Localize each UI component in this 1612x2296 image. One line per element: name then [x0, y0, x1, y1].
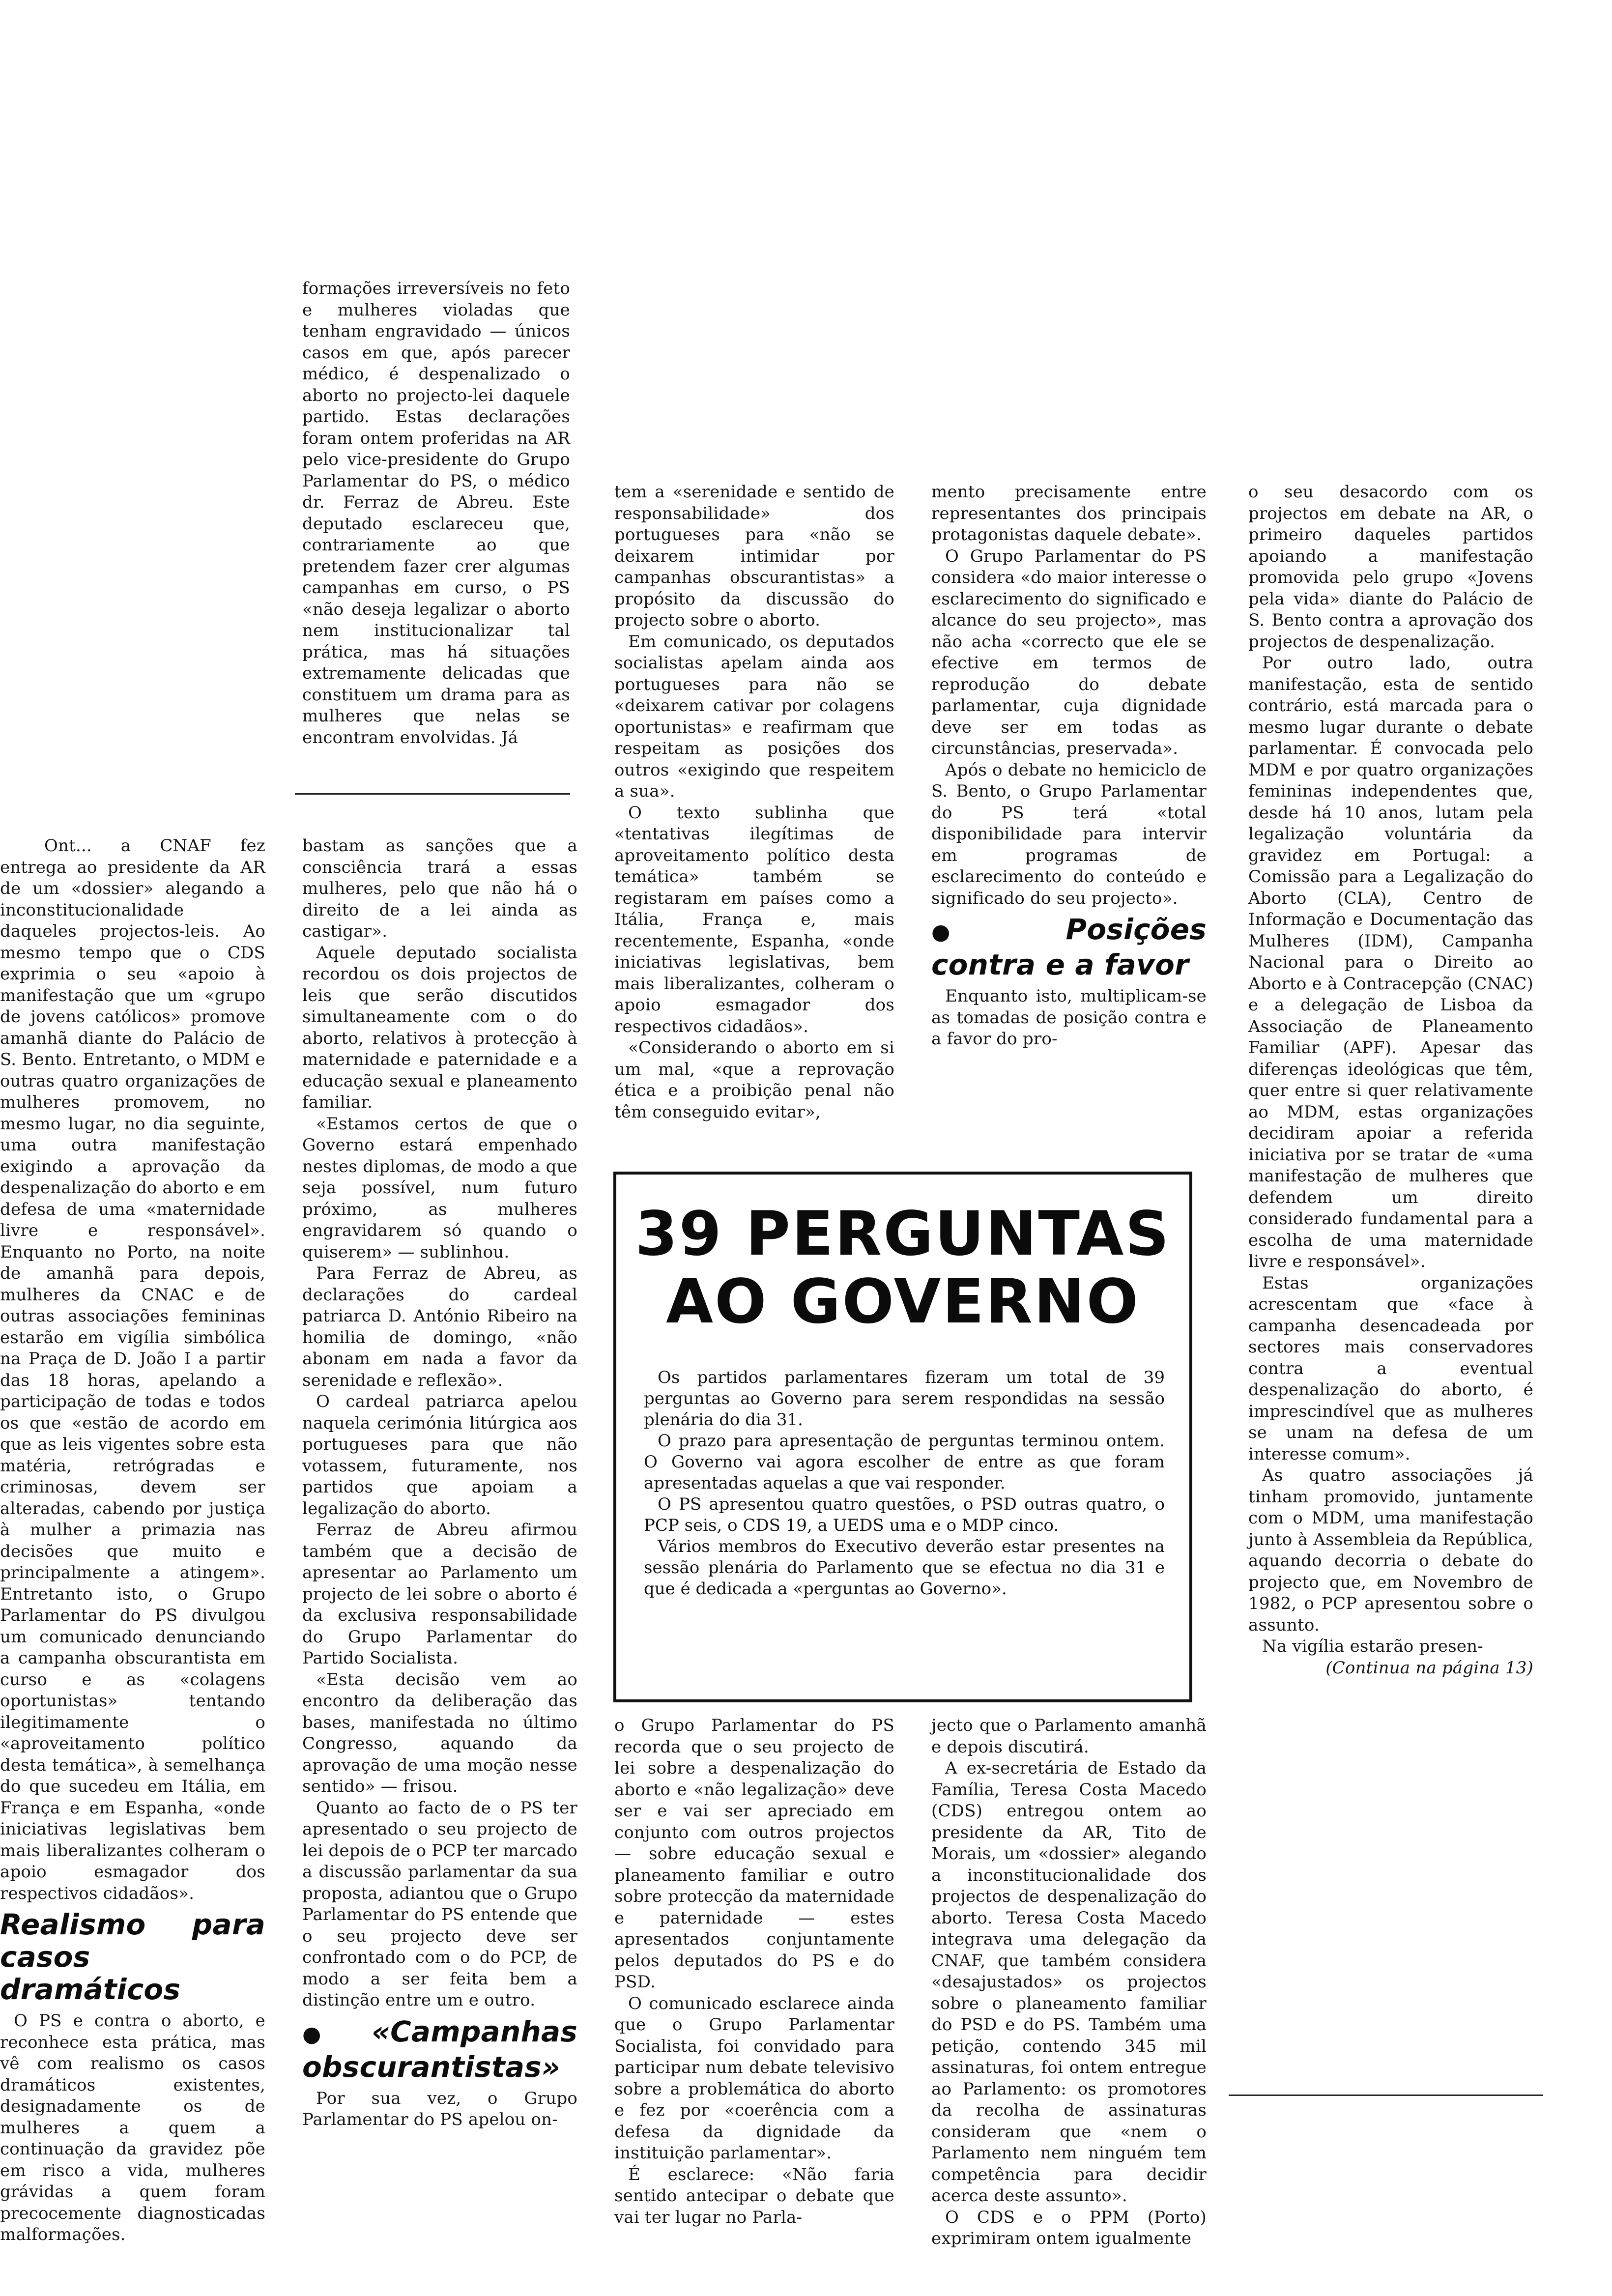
paragraph: mento precisamente entre representantes dos principais protagonistas daquele debate».: [931, 482, 1207, 545]
paragraph: bastam as sanções que a consciência trará a essas mulheres, pelo que não há o direito de a lei ainda as castigar».: [302, 836, 577, 941]
column-4-top: [931, 482, 1207, 1170]
bullet-icon: ●: [931, 919, 1061, 945]
paragraph: Aquele deputado socialista recordou os dois projectos de leis que serão discutidos simultaneamente com o do aborto, relativos à protecção à maternidade e paternidade e a educação sexual e planeamento familiar.: [302, 943, 577, 1112]
paragraph: o seu desacordo com os projectos em debate na AR, o primeiro daqueles partidos apoiando a manifestação promovida pelo grupo «Jovens pela vida» diante do Palácio de S. Bento contra a aprovação dos projectos de despenalização.: [1248, 482, 1533, 652]
paragraph: jecto que o Parlamento amanhã e depois discutirá.: [931, 1716, 1207, 1757]
subheading-text: «Campanhas obscurantistas»: [302, 2014, 577, 2084]
subheading-realismo: Realismo para casos dramáticos: [0, 1908, 265, 2006]
continuation-note: (Continua na página 13): [1325, 1658, 1533, 1678]
paragraph: Após o debate no hemiciclo de S. Bento, o Grupo Parlamentar do PS terá «total disponibilidade para intervir em programas de esclarecimento do conteúdo e significado do seu projecto».: [931, 760, 1207, 908]
subheading-posicoes: [931, 913, 1207, 981]
paragraph: O comunicado esclarece ainda que o Grupo Parlamentar Socialista, foi convidado para participar num debate televisivo sobre a problemática do aborto e fez por «coerência com a defesa da dignidade da instituição parlamentar».: [614, 1993, 894, 2163]
paragraph: Ont... a CNAF fez entrega ao presidente da AR de um «dossier» alegando a inconstitucionalidade daqueles projectos-leis. Ao mesmo tempo que o CDS exprimia o seu «apoio à manifestação que um «grupo de jovens católicos» promove amanhã diante do Palácio de S. Bento. Entretanto, o MDM e outras quatro organizações de mulheres promovem, no mesmo lugar, no dia seguinte, uma outra manifestação exigindo a aprovação da despenalização do aborto e em defesa de uma «maternidade livre e responsável». Enquanto no Porto, na noite de amanhã para depois, mulheres da CNAC e de outras associações femininas estarão em vigília simbólica na Praça de D. João I a partir das 18 horas, apelando a participação de todas e todos os que «estão de acordo em que as leis vigentes sobre esta matéria, retrógradas e criminosas, devem ser alteradas, cabendo por justiça à mulher a primazia nas decisões que muito e principalmente a atingem». Entretanto isto, o Grupo Parlamentar do PS divulgou um comunicado denunciando a campanha obscurantista em curso e as «colagens oportunistas» tentando ilegitimamente o «aproveitamento político desta temática», à semelhança do que sucedeu em Itália, em França e em Espanha, «onde iniciativas legislativas bem mais liberalizantes colheram o apoio esmagador dos respectivos cidadãos».: [0, 836, 265, 1903]
column-top-center: [302, 278, 570, 789]
paragraph: As quatro associações já tinham promovido, juntamente com o MDM, uma manifestação junto à Assembleia da República, aquando decorria o debate do projecto que, em Novembro de 1982, o PCP apresentou sobre o assunto.: [1248, 1465, 1533, 1635]
paragraph: O Grupo Parlamentar do PS considera «do maior interesse o esclarecimento do significado e alcance do seu projecto», mas não acha «correcto que ele se efective em termos de reprodução do debate parlamentar, cuja dignidade deve ser em todas as circunstâncias, preservada».: [931, 546, 1207, 758]
paragraph: O CDS e o PPM (Porto) exprimiram ontem igualmente: [931, 2207, 1207, 2248]
paragraph: tem a «serenidade e sentido de responsabilidade» dos portugueses para «não se deixarem intimidar por campanhas obscurantistas» a propósito da discussão do projecto sobre o aborto.: [614, 482, 894, 630]
paragraph: Ferraz de Abreu afirmou também que a decisão de apresentar ao Parlamento um projecto de lei sobre o aborto é da exclusiva responsabilidade do Grupo Parlamentar do Partido Socialista.: [302, 1520, 577, 1668]
column-rule: [1229, 2095, 1543, 2096]
column-4-bottom: [931, 1715, 1207, 2296]
subheading-campanhas: [302, 2015, 577, 2083]
boxed-article: [613, 1172, 1192, 1702]
headline: [616, 1200, 1189, 1336]
paragraph: Por sua vez, o Grupo Parlamentar do PS apelou on-: [302, 2088, 577, 2129]
paragraph: formações irreversíveis no feto e mulheres violadas que tenham engravidado — únicos casos em que, após parecer médico, é despenalizado o aborto no projecto-lei daquele partido. Estas declarações foram ontem proferidas na AR pelo vice-presidente do Grupo Parlamentar do PS, o médico dr. Ferraz de Abreu. Este deputado esclareceu que, contrariamente ao que pretendem fazer crer algumas campanhas em curso, o PS «não deseja legalizar o aborto nem institucionalizar tal prática, mas há situações extremamente delicadas que constituem um drama para as mulheres que nelas se encontram envolvidas. Já: [302, 279, 570, 747]
paragraph: O cardeal patriarca apelou naquela cerimónia litúrgica aos portugueses para que não votassem, futuramente, nos partidos que apoiam a legalização do aborto.: [302, 1392, 577, 1519]
column-left-edge: [0, 835, 265, 2244]
column-5: [1248, 482, 1533, 2103]
paragraph: Para Ferraz de Abreu, as declarações do cardeal patriarca D. António Ribeiro na homilia de domingo, «não abonam em nada a favor da serenidade e reflexão».: [302, 1263, 577, 1390]
paragraph: «Estamos certos de que o Governo estará empenhado nestes diplomas, de modo a que seja possível, num futuro próximo, as mulheres engravidarem só quando o quiserem» — sublinhou.: [302, 1114, 577, 1262]
bullet-icon: ●: [302, 2021, 367, 2047]
paragraph: O prazo para apresentação de perguntas terminou ontem. O Governo vai agora escolher de entre as que foram apresentadas aquelas a que vai responder.: [644, 1431, 1165, 1493]
paragraph: Por outro lado, outra manifestação, esta de sentido contrário, está marcada para o mesmo lugar durante o debate parlamentar. É convocada pelo MDM e por quatro organizações femininas independentes que, desde há 10 anos, lutam pela legalização voluntária da gravidez em Portugal: a Comissão para a Legalização do Aborto (CLA), Centro de Informação e Documentação das Mulheres (IDM), Campanha Nacional para o Direito ao Aborto e à Contracepção (CNAC) e a delegação de Lisboa da Associação de Planeamento Familiar (APF). Apesar das diferenças ideológicas que têm, quer entre si quer relativamente ao MDM, estas organizações decidiram apoiar a referida iniciativa por se tratar de «uma manifestação de mulheres que defendem um direito considerado fundamental para a escolha de uma maternidade livre e responsável».: [1248, 653, 1533, 1271]
paragraph: O texto sublinha que «tentativas ilegítimas de aproveitamento político desta temática» também se registaram em países como a Itália, França e, mais recentemente, Espanha, «onde iniciativas legislativas, bem mais liberalizantes, colheram o apoio esmagador dos respectivos cidadãos».: [614, 803, 894, 1036]
paragraph: Os partidos parlamentares fizeram um total de 39 perguntas ao Governo para serem respondidas na sessão plenária do dia 31.: [644, 1368, 1165, 1430]
paragraph: «Considerando o aborto em si um mal, «que a reprovação ética e a proibição penal não têm conseguido evitar»,: [614, 1038, 894, 1122]
paragraph: O PS apresentou quatro questões, o PSD outras quatro, o PCP seis, o CDS 19, a UEDS uma e o MDP cinco.: [644, 1494, 1165, 1535]
headline-line-2: AO GOVERNO: [666, 1266, 1140, 1337]
paragraph: Enquanto isto, multiplicam-se as tomadas de posição contra e a favor do pro-: [931, 986, 1207, 1049]
headline-line-1: 39 PERGUNTAS: [635, 1199, 1171, 1269]
subheading-text: Posições contra e a favor: [931, 913, 1207, 981]
column-rule: [295, 793, 570, 795]
paragraph: Na vigília estarão presen-: [1262, 1636, 1483, 1656]
boxed-article-body: [644, 1367, 1165, 1600]
paragraph: É esclarece: «Não faria sentido antecipar o debate que vai ter lugar no Parla-: [614, 2164, 894, 2227]
paragraph: o Grupo Parlamentar do PS recorda que o seu projecto de lei sobre a despenalização do aborto e «não legalização» deve ser e vai ser apreciado em conjunto com outros projectos — sobre educação sexual e planeamento familiar e outro sobre protecção da maternidade e paternidade — estes apresentados conjuntamente pelos deputados do PS e do PSD.: [614, 1716, 894, 1992]
paragraph: «Esta decisão vem ao encontro da deliberação das bases, manifestada no último Congresso, aquando da aprovação de uma moção nesse sentido» — frisou.: [302, 1669, 577, 1796]
column-3-top: [614, 482, 894, 1170]
paragraph: A ex-secretária de Estado da Família, Teresa Costa Macedo (CDS) entregou ontem ao presidente da AR, Tito de Morais, um «dossier» alegando a inconstitucionalidade dos projectos de despenalização do aborto. Teresa Costa Macedo integrava uma delegação da CNAF, que também considera «desajustados» os projectos sobre o planeamento familiar do PSD e do PS. Também uma petição, contendo 345 mil assinaturas, foi ontem entregue ao Parlamento: os promotores da recolha de assinaturas consideram que «nem o Parlamento nem ninguém tem competência para decidir acerca deste assunto».: [931, 1758, 1207, 2206]
column-3-bottom: [614, 1715, 894, 2296]
paragraph: Quanto ao facto de o PS ter apresentado o seu projecto de lei depois de o PCP ter marcado a discussão parlamentar da sua proposta, adiantou que o Grupo Parlamentar do PS entende que o seu projecto deve ser confrontado com o do PCP, de modo a ser feita bem a distinção entre um e outro.: [302, 1798, 577, 2010]
paragraph: Vários membros do Executivo deverão estar presentes na sessão plenária do Parlamento que se efectua no dia 31 e que é dedicada a «perguntas ao Governo».: [644, 1537, 1165, 1599]
column-mid-b: [302, 835, 577, 2296]
paragraph: Em comunicado, os deputados socialistas apelam ainda aos portugueses para não se «deixarem cativar por colagens oportunistas» e reafirmam que respeitam as posições dos outros «exigindo que respeitem a sua».: [614, 631, 894, 801]
paragraph: O PS e contra o aborto, e reconhece esta prática, mas vê com realismo os casos dramáticos existentes, designadamente os de mulheres a quem a continuação da gravidez põe em risco a vida, mulheres grávidas a quem foram precocemente diagnosticadas malformações.: [0, 2011, 265, 2244]
paragraph: Estas organizações acrescentam que «face à campanha desencadeada por sectores mais conservadores contra a eventual despenalização do aborto, é imprescindível que as mulheres se unam na defesa de um interesse comum».: [1248, 1273, 1533, 1464]
